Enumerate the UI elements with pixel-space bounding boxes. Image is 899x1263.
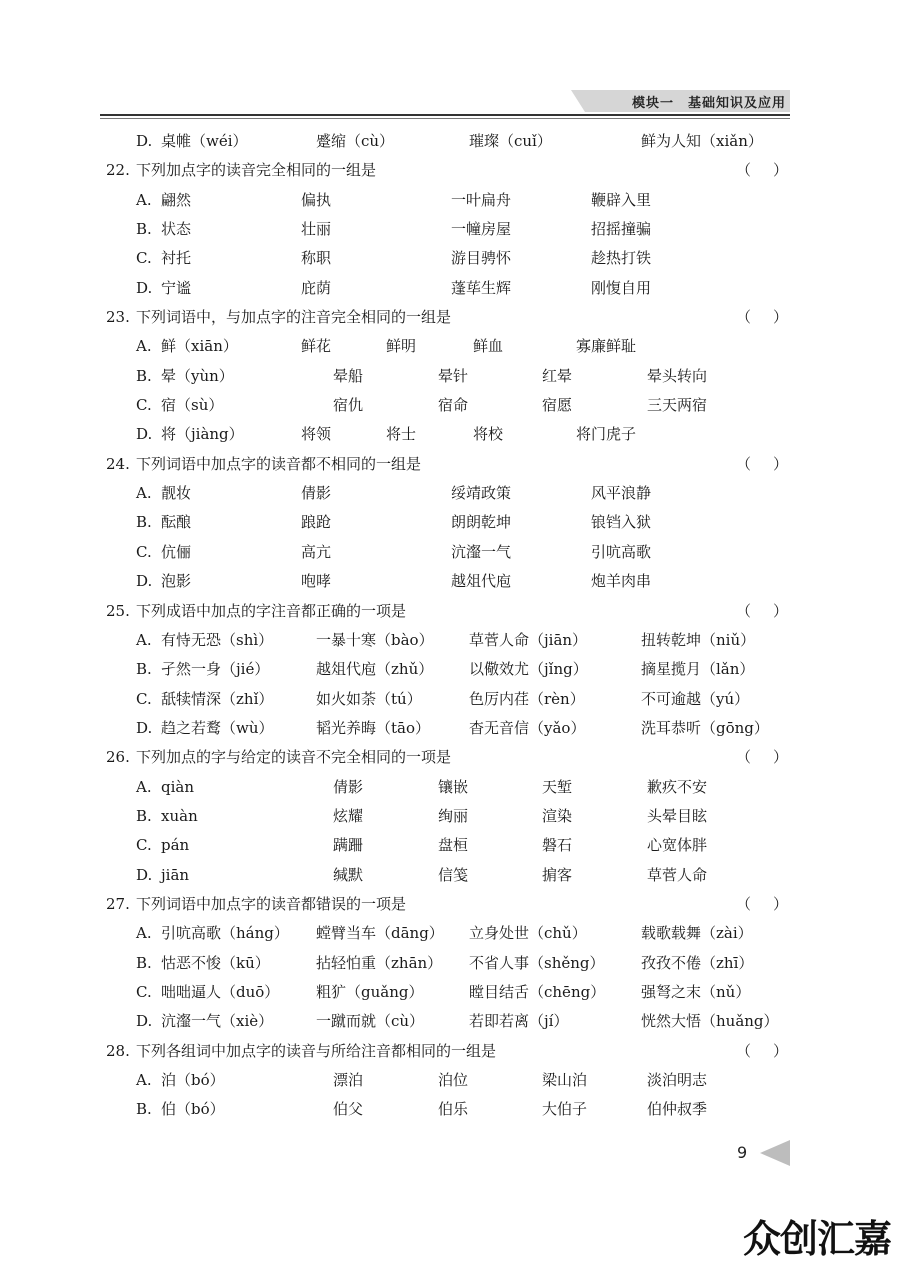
option-item: 拈轻怕重（zhān） [316, 953, 443, 972]
option-item: pán [161, 836, 190, 855]
question-text: 下列成语中加点的字注音都正确的一项是 [136, 601, 407, 620]
header-rule-thin [100, 118, 790, 119]
option-row [106, 127, 796, 156]
bracket-close: ） [772, 161, 788, 180]
option-item: 洗耳恭听（gōng） [641, 718, 769, 737]
question-number: 22. [106, 161, 130, 180]
option-item: 寡廉鲜耻 [576, 337, 637, 356]
option-item: 梁山泊 [542, 1071, 588, 1089]
option-item: 泊位 [438, 1071, 469, 1089]
option-item: 天堑 [542, 777, 573, 796]
option-row [106, 831, 796, 860]
option-item: jiān [161, 865, 190, 884]
question-text: 下列加点字的读音完全相同的一组是 [136, 161, 377, 180]
option-row [106, 508, 796, 537]
option-item: 渲染 [542, 806, 573, 825]
option-item: 晕（yùn） [161, 366, 234, 385]
option-item: 绥靖政策 [451, 484, 512, 503]
option-item: 鲜（xiān） [161, 337, 238, 356]
option-item: xuàn [161, 806, 198, 825]
option-item: 鲜为人知（xiǎn） [641, 132, 763, 150]
option-row [106, 479, 796, 508]
watermark-logo: 众创汇嘉 [743, 1217, 892, 1261]
bracket-open: （ [736, 894, 752, 913]
option-item: 不可逾越（yú） [641, 689, 750, 708]
option-item: 伉俪 [161, 542, 192, 561]
option-item: 将门虎子 [576, 425, 637, 444]
option-label: C. [136, 982, 152, 1001]
option-item: 草菅人命（jiān） [469, 630, 588, 649]
option-label: C. [136, 542, 152, 561]
option-label: A. [136, 337, 152, 356]
option-item: 称职 [301, 249, 332, 268]
option-label: B. [136, 366, 152, 385]
option-item: 磐石 [542, 836, 573, 855]
option-item: 踉跄 [301, 513, 332, 532]
option-item: 宿命 [438, 396, 469, 415]
option-item: 扭转乾坤（niǔ） [641, 630, 756, 649]
option-item: 一幢房屋 [451, 220, 512, 239]
bracket-close: ） [772, 308, 788, 327]
option-item: 三天两宿 [647, 396, 708, 415]
option-item: qiàn [161, 777, 195, 796]
option-item: 恍然大悟（huǎng） [641, 1012, 779, 1031]
option-item: 草菅人命 [647, 865, 708, 884]
bracket-close: ） [772, 601, 788, 620]
option-item: 粗犷（guǎng） [316, 982, 424, 1001]
option-row [106, 332, 796, 361]
option-label: B. [136, 220, 152, 239]
option-item: 将领 [301, 425, 332, 444]
option-item: 泡影 [161, 572, 192, 591]
option-item: 宁谧 [161, 278, 192, 297]
option-item: 韬光养晦（tāo） [316, 718, 431, 737]
option-item: 头晕目眩 [647, 806, 708, 825]
option-item: 心宽体胖 [647, 836, 708, 855]
option-item: 高亢 [301, 542, 332, 561]
option-item: 淡泊明志 [647, 1071, 708, 1089]
option-label: A. [136, 630, 152, 649]
option-item: 蹙缩（cù） [316, 132, 395, 150]
bracket-open: （ [736, 1041, 752, 1060]
option-item: 晕针 [438, 366, 469, 385]
option-item: 桌帷（wéi） [161, 132, 248, 150]
option-row [106, 391, 796, 420]
option-label: B. [136, 660, 152, 679]
option-label: D. [136, 425, 153, 444]
question-stem [106, 156, 796, 185]
question-stem [106, 890, 796, 919]
option-row [106, 655, 796, 684]
option-item: 鲜明 [386, 337, 417, 356]
option-row [106, 186, 796, 215]
option-item: 泊（bó） [161, 1071, 225, 1089]
option-item: 鞭辟入里 [591, 190, 652, 209]
header-rule [100, 114, 790, 116]
page-number: 9 [737, 1143, 748, 1162]
option-item: 杳无音信（yǎo） [469, 718, 586, 737]
option-item: 咆哮 [301, 572, 332, 591]
option-item: 壮丽 [301, 220, 332, 239]
question-number: 25. [106, 601, 130, 620]
option-label: D. [136, 572, 153, 591]
option-item: 锒铛入狱 [591, 513, 652, 532]
option-item: 宿愿 [542, 396, 573, 415]
option-item: 掮客 [542, 865, 573, 884]
option-item: 载歌载舞（zài） [641, 924, 753, 943]
option-row [106, 714, 796, 743]
running-header-title: 模块一 基础知识及应用 [631, 96, 786, 111]
bracket-close: ） [772, 894, 788, 913]
option-item: 风平浪静 [591, 484, 652, 503]
option-label: A. [136, 924, 152, 943]
option-item: 以儆效尤（jǐng） [469, 660, 588, 679]
question-text: 下列加点的字与给定的读音不完全相同的一项是 [136, 748, 452, 767]
option-row [106, 773, 796, 802]
option-label: A. [136, 1071, 152, 1089]
option-item: 强弩之末（nǔ） [641, 982, 751, 1001]
option-item: 招摇撞骗 [591, 220, 652, 239]
question-number: 23. [106, 308, 130, 327]
option-item: 一蹴而就（cù） [316, 1012, 425, 1031]
bracket-close: ） [772, 454, 788, 473]
option-item: 倩影 [301, 484, 332, 503]
option-item: 孜孜不倦（zhī） [641, 953, 754, 972]
option-row [106, 567, 796, 596]
option-label: B. [136, 953, 152, 972]
option-item: 立身处世（chǔ） [469, 924, 587, 943]
option-label: C. [136, 836, 152, 855]
bracket-open: （ [736, 161, 752, 180]
option-label: D. [136, 865, 153, 884]
option-item: 舐犊情深（zhǐ） [161, 689, 274, 708]
option-item: 宿仇 [333, 396, 364, 415]
option-item: 一暴十寒（bào） [316, 630, 434, 649]
option-label: A. [136, 484, 152, 503]
option-row [106, 1095, 796, 1124]
bracket-open: （ [736, 748, 752, 767]
option-item: 伯（bó） [161, 1100, 225, 1119]
option-row [106, 362, 796, 391]
option-item: 咄咄逼人（duō） [161, 982, 280, 1001]
option-item: 将校 [473, 425, 504, 444]
option-item: 不省人事（shěng） [469, 953, 605, 972]
option-item: 趋之若鹜（wù） [161, 718, 274, 737]
option-label: D. [136, 718, 153, 737]
option-label: C. [136, 689, 152, 708]
option-item: 炮羊肉串 [591, 572, 652, 591]
option-item: 若即若离（jí） [469, 1012, 569, 1031]
option-row [106, 626, 796, 655]
option-row [106, 685, 796, 714]
question-text: 下列词语中加点字的读音都错误的一项是 [136, 894, 407, 913]
question-number: 27. [106, 894, 130, 913]
option-item: 伯父 [333, 1100, 364, 1119]
option-label: D. [136, 132, 153, 150]
bracket-open: （ [736, 601, 752, 620]
option-item: 宿（sù） [161, 396, 224, 415]
option-item: 歉疚不安 [647, 777, 708, 796]
option-item: 沆瀣一气 [451, 542, 512, 561]
option-row [106, 420, 796, 449]
question-stem [106, 303, 796, 332]
option-item: 红晕 [542, 366, 573, 385]
option-item: 缄默 [333, 865, 364, 884]
question-stem [106, 743, 796, 772]
option-item: 将士 [386, 425, 417, 444]
option-row [106, 274, 796, 303]
option-item: 引吭高歌 [591, 542, 652, 561]
option-item: 将（jiàng） [161, 425, 244, 444]
option-row [106, 215, 796, 244]
option-label: B. [136, 806, 152, 825]
option-item: 伯仲叔季 [647, 1100, 708, 1119]
option-item: 晕船 [333, 366, 364, 385]
bracket-open: （ [736, 454, 752, 473]
bracket-open: （ [736, 308, 752, 327]
option-item: 倩影 [333, 777, 364, 796]
question-number: 28. [106, 1041, 130, 1060]
option-item: 偏执 [301, 190, 332, 209]
question-number: 26. [106, 748, 130, 767]
option-row [106, 978, 796, 1007]
option-item: 炫耀 [333, 806, 364, 825]
option-item: 镶嵌 [438, 777, 469, 796]
option-item: 怙恶不悛（kū） [161, 953, 270, 972]
question-text: 下列各组词中加点字的读音与所给注音都相同的一组是 [136, 1041, 497, 1060]
option-item: 引吭高歌（háng） [161, 924, 289, 943]
option-item: 刚愎自用 [591, 278, 652, 297]
option-item: 色厉内荏（rèn） [469, 689, 585, 708]
option-item: 蹒跚 [333, 836, 364, 855]
option-item: 状态 [161, 220, 192, 239]
question-stem [106, 450, 796, 479]
page-arrow-icon [760, 1140, 790, 1166]
option-item: 一叶扁舟 [451, 190, 512, 209]
option-item: 鲜花 [301, 337, 332, 356]
option-item: 瞠目结舌（chēng） [469, 982, 606, 1001]
option-item: 游目骋怀 [451, 249, 512, 268]
option-label: C. [136, 396, 152, 415]
option-row [106, 802, 796, 831]
option-item: 盘桓 [438, 836, 469, 855]
bracket-close: ） [772, 1041, 788, 1060]
question-text: 下列词语中加点字的读音都不相同的一组是 [136, 454, 422, 473]
option-row [106, 1066, 796, 1095]
option-label: A. [136, 190, 152, 209]
option-item: 趁热打铁 [591, 249, 652, 268]
question-text: 下列词语中，与加点字的注音完全相同的一组是 [136, 308, 452, 327]
option-row [106, 1007, 796, 1036]
bracket-close: ） [772, 748, 788, 767]
option-item: 大伯子 [542, 1100, 588, 1119]
option-item: 翩然 [161, 190, 192, 209]
option-item: 漂泊 [333, 1071, 364, 1089]
option-item: 螳臂当车（dāng） [316, 924, 444, 943]
option-row [106, 538, 796, 567]
option-row [106, 919, 796, 948]
option-label: A. [136, 777, 152, 796]
option-item: 绚丽 [438, 806, 469, 825]
option-item: 鲜血 [473, 337, 504, 356]
option-item: 伯乐 [438, 1100, 469, 1119]
option-item: 摘星揽月（lǎn） [641, 660, 755, 679]
option-item: 酝酿 [161, 513, 192, 532]
question-number: 24. [106, 454, 130, 473]
option-item: 越俎代庖 [451, 572, 512, 591]
option-label: B. [136, 1100, 152, 1119]
option-row [106, 861, 796, 890]
option-item: 有恃无恐（shì） [161, 630, 274, 649]
option-item: 如火如荼（tú） [316, 689, 422, 708]
option-item: 庇荫 [301, 278, 332, 297]
question-stem [106, 597, 796, 626]
question-stem [106, 1037, 796, 1066]
option-item: 靓妆 [161, 484, 192, 503]
option-item: 沆瀣一气（xiè） [161, 1012, 274, 1031]
option-row [106, 244, 796, 273]
option-label: C. [136, 249, 152, 268]
option-label: B. [136, 513, 152, 532]
option-item: 璀璨（cuǐ） [469, 132, 552, 150]
option-item: 越俎代庖（zhǔ） [316, 660, 434, 679]
option-item: 晕头转向 [647, 366, 708, 385]
option-row [106, 949, 796, 978]
option-label: D. [136, 278, 153, 297]
option-item: 朗朗乾坤 [451, 513, 512, 532]
option-label: D. [136, 1012, 153, 1031]
option-item: 蓬荜生辉 [451, 278, 512, 297]
option-item: 信笺 [438, 865, 469, 884]
option-item: 衬托 [161, 249, 192, 268]
option-item: 孑然一身（jié） [161, 660, 270, 679]
question-content [106, 127, 796, 1125]
